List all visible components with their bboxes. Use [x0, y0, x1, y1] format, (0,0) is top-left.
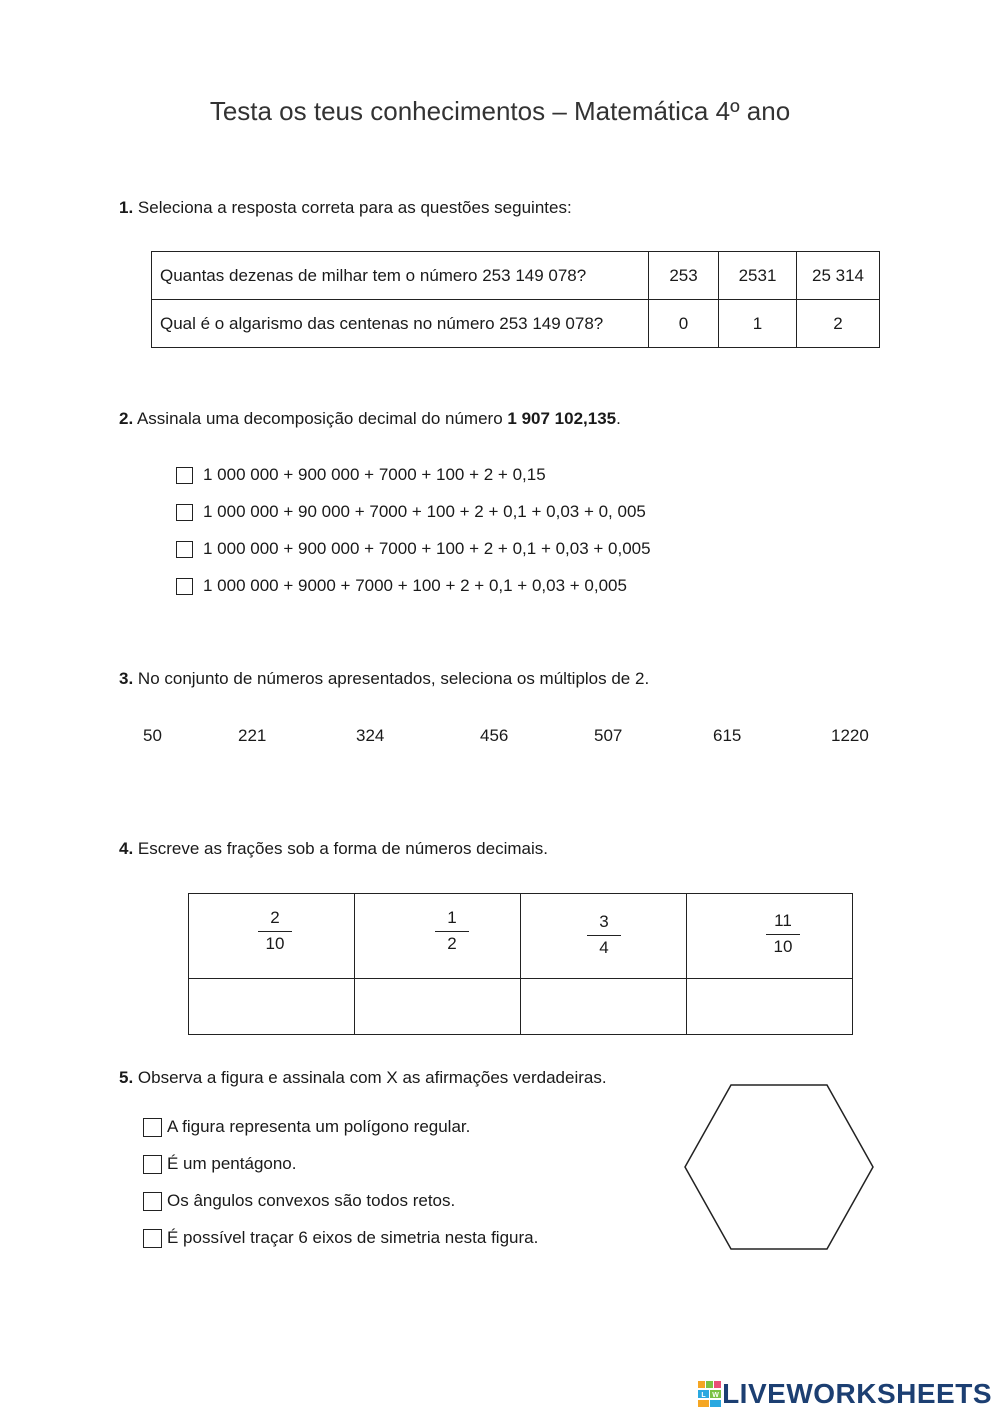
fraction-numerator: 2: [270, 908, 280, 927]
fraction-bar: [435, 931, 469, 932]
question-5-checkbox-2[interactable]: [143, 1155, 162, 1174]
question-3-prompt: [119, 669, 649, 689]
fraction-2-10: [258, 908, 292, 954]
question-3-number-option[interactable]: 50: [143, 726, 162, 745]
question-2-number: 2.: [119, 409, 134, 428]
page-title: Testa os teus conhecimentos – Matemática 4º ano: [209, 96, 791, 126]
question-5-number: 5.: [119, 1068, 134, 1087]
answer-cell-3[interactable]: [521, 979, 687, 1035]
answers-row: [189, 979, 853, 1035]
question-1-row-1-question: Quantas dezenas de milhar tem o número 253 149 078?: [152, 252, 649, 300]
question-1-row-1-option-2[interactable]: 2531: [719, 252, 797, 300]
fraction-denominator: 2: [447, 934, 457, 953]
question-2-option-3-label: 1 000 000 + 900 000 + 7000 + 100 + 2 + 0,1 + 0,03 + 0,005: [203, 539, 651, 558]
question-2-highlight-number: 1 907 102,135: [507, 409, 617, 428]
question-3-number-option[interactable]: 1220: [831, 726, 869, 745]
question-1-row-1-option-1[interactable]: 253: [649, 252, 719, 300]
hexagon-shape: [685, 1085, 873, 1249]
question-2-option[interactable]: [176, 539, 651, 559]
fraction-bar: [587, 935, 621, 936]
question-1-row-2-option-3[interactable]: 2: [797, 300, 880, 348]
question-1-row-2-option-2[interactable]: 1: [719, 300, 797, 348]
question-2-option[interactable]: [176, 465, 546, 485]
fraction-cell: [189, 894, 355, 979]
answer-cell-4[interactable]: [687, 979, 853, 1035]
fraction-numerator: 3: [599, 912, 609, 931]
question-3-number: 3.: [119, 669, 134, 688]
fraction-cell: [687, 894, 853, 979]
fraction-denominator: 4: [599, 938, 609, 957]
question-1-row: [152, 252, 880, 300]
question-5-checkbox-4[interactable]: [143, 1229, 162, 1248]
liveworksheets-logo-text: LIVEWORKSHEETS: [722, 1378, 992, 1409]
fraction-cell: [355, 894, 521, 979]
answer-cell-1[interactable]: [189, 979, 355, 1035]
fraction-bar: [258, 931, 292, 932]
question-3-number-option[interactable]: 221: [238, 726, 267, 745]
question-1-number: 1.: [119, 198, 134, 217]
fraction-denominator: 10: [773, 937, 793, 956]
question-2-checkbox-2[interactable]: [176, 504, 193, 521]
question-2-option[interactable]: [176, 576, 627, 596]
question-1-row-1-option-3[interactable]: 25 314: [797, 252, 880, 300]
question-1-prompt: [119, 198, 572, 218]
question-1-row: [152, 300, 880, 348]
question-5-checkbox-1[interactable]: [143, 1118, 162, 1137]
question-5-prompt: [119, 1068, 607, 1088]
logo-icon-letter: L: [701, 1392, 706, 1399]
question-3-text: No conjunto de números apresentados, seleciona os múltiplos de 2.: [133, 669, 650, 688]
fraction-bar: [766, 934, 800, 935]
question-2-checkbox-4[interactable]: [176, 578, 193, 595]
liveworksheets-logo: [698, 1378, 992, 1410]
question-5-option[interactable]: [143, 1191, 455, 1211]
question-4-number: 4.: [119, 839, 134, 858]
question-1-row-2-question: Qual é o algarismo das centenas no número 253 149 078?: [152, 300, 649, 348]
question-2-text-end: .: [616, 409, 621, 428]
fraction-11-10: [766, 911, 800, 957]
question-3-number-option[interactable]: 615: [713, 726, 742, 745]
question-2-text: Assinala uma decomposição decimal do número: [133, 409, 508, 428]
question-2-option-4-label: 1 000 000 + 9000 + 7000 + 100 + 2 + 0,1 + 0,03 + 0,005: [203, 576, 627, 595]
question-2-option-2-label: 1 000 000 + 90 000 + 7000 + 100 + 2 + 0,1 + 0,03 + 0, 005: [203, 502, 646, 521]
question-5-option[interactable]: [143, 1228, 538, 1248]
question-4-text: Escreve as frações sob a forma de números decimais.: [133, 839, 548, 858]
question-1-row-2-option-1[interactable]: 0: [649, 300, 719, 348]
logo-icon-letter: W: [712, 1392, 719, 1399]
fraction-1-2: [435, 908, 469, 954]
question-5-option[interactable]: [143, 1154, 296, 1174]
fraction-cell: [521, 894, 687, 979]
question-1-text: Seleciona a resposta correta para as questões seguintes:: [133, 198, 572, 217]
question-5-option-4-label: É possível traçar 6 eixos de simetria nesta figura.: [167, 1228, 539, 1247]
question-2-checkbox-3[interactable]: [176, 541, 193, 558]
question-5-option-1-label: A figura representa um polígono regular.: [167, 1117, 471, 1136]
question-3-number-option[interactable]: 456: [480, 726, 509, 745]
fraction-numerator: 11: [774, 911, 792, 930]
fraction-3-4: [587, 912, 621, 958]
answer-cell-2[interactable]: [355, 979, 521, 1035]
fraction-denominator: 10: [265, 934, 285, 953]
question-5-text: Observa a figura e assinala com X as afirmações verdadeiras.: [133, 1068, 607, 1087]
question-2-prompt: [119, 409, 621, 429]
question-5-option-2-label: É um pentágono.: [167, 1154, 297, 1173]
fractions-row: [189, 894, 853, 979]
question-4-table: [188, 893, 853, 1035]
question-4-prompt: [119, 839, 548, 859]
question-2-option-1-label: 1 000 000 + 900 000 + 7000 + 100 + 2 + 0,15: [203, 465, 546, 484]
question-3-number-option[interactable]: 324: [356, 726, 385, 745]
question-5-option-3-label: Os ângulos convexos são todos retos.: [167, 1191, 456, 1210]
question-5-option[interactable]: [143, 1117, 470, 1137]
liveworksheets-logo-icon: [698, 1381, 722, 1407]
hexagon-figure: [680, 1080, 880, 1256]
question-2-option[interactable]: [176, 502, 646, 522]
question-1-table: [151, 251, 880, 348]
question-2-checkbox-1[interactable]: [176, 467, 193, 484]
fraction-numerator: 1: [447, 908, 457, 927]
question-5-checkbox-3[interactable]: [143, 1192, 162, 1211]
question-3-number-option[interactable]: 507: [594, 726, 623, 745]
